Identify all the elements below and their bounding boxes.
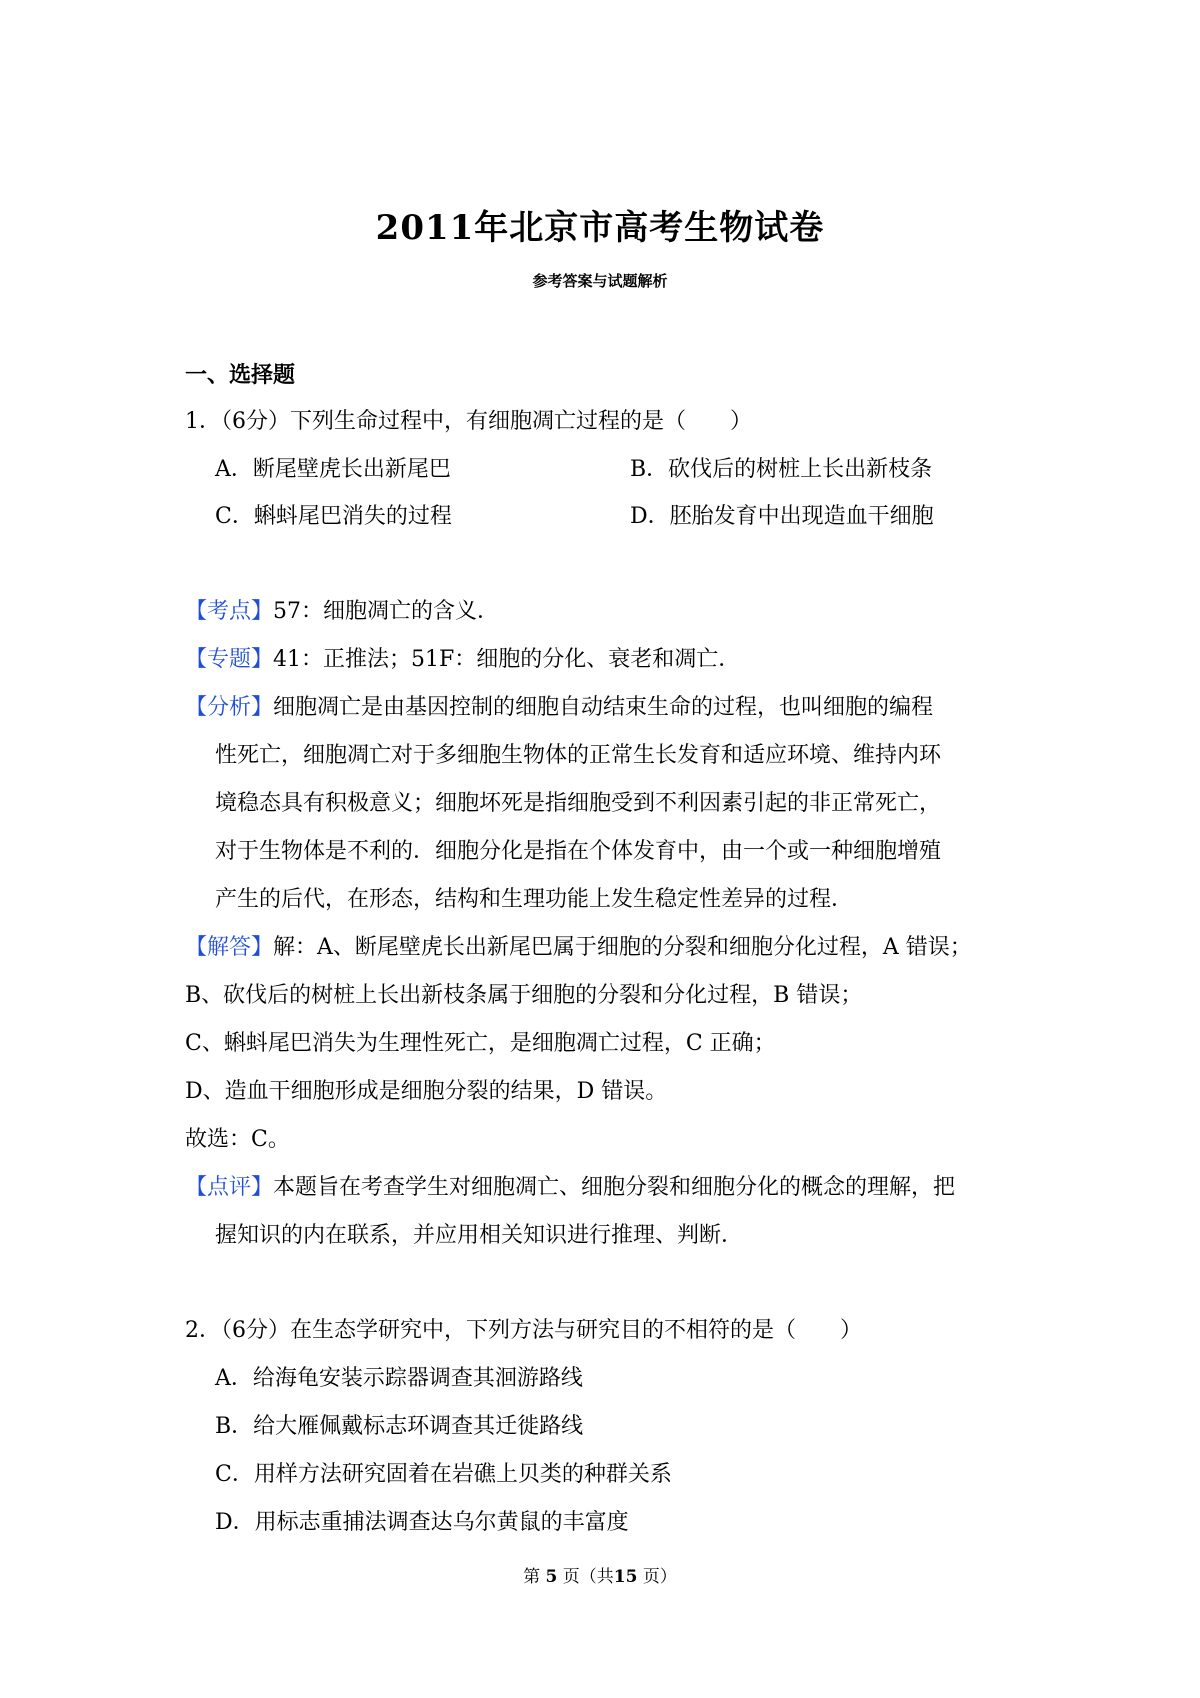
dianping-tag: 【点评】 — [185, 1175, 274, 1200]
q1-jieda — [185, 933, 972, 963]
fenxi-line: 对于生物体是不利的．细胞分化是指在个体发育中，由一个或一种细胞增殖 — [215, 839, 942, 864]
fenxi-line: 境稳态具有积极意义；细胞坏死是指细胞受到不利因素引起的非正常死亡， — [215, 791, 942, 816]
jieda-tag: 【解答】 — [185, 935, 274, 960]
q1-stem: 1．（6分）下列生命过程中，有细胞凋亡过程的是（ ） — [185, 409, 752, 434]
jieda-line: C、蝌蚪尾巴消失为生理性死亡，是细胞凋亡过程，C 正确； — [185, 1031, 776, 1056]
q2-option-c: C．用样方法研究固着在岩礁上贝类的种群关系 — [215, 1462, 672, 1487]
q2-option-d: D．用标志重捕法调查达乌尔黄鼠的丰富度 — [215, 1510, 629, 1535]
dianping-line: 本题旨在考查学生对细胞凋亡、细胞分裂和细胞分化的概念的理解，把 — [273, 1175, 956, 1200]
q1-option-c: C．蝌蚪尾巴消失的过程 — [215, 504, 452, 529]
jieda-line: D、造血干细胞形成是细胞分裂的结果，D 错误。 — [185, 1079, 668, 1104]
q1-dianping — [185, 1173, 955, 1203]
kaodian-text: 57：细胞凋亡的含义． — [273, 599, 500, 624]
page-title: 2011年北京市高考生物试卷 — [375, 208, 825, 248]
answer-choice: 故选：C。 — [185, 1127, 290, 1152]
zhuanti-tag: 【专题】 — [185, 647, 274, 672]
q2-option-b: B．给大雁佩戴标志环调查其迁徙路线 — [215, 1414, 584, 1439]
kaodian-tag: 【考点】 — [185, 599, 274, 624]
footer-suffix: 页） — [642, 1567, 677, 1587]
q2-option-a: A．给海龟安装示踪器调查其洄游路线 — [215, 1366, 583, 1391]
current-page-number: 5 — [545, 1567, 558, 1587]
page-footer — [0, 1562, 1200, 1587]
q1-zhuanti — [185, 645, 740, 675]
page-subtitle: 参考答案与试题解析 — [532, 272, 668, 290]
q1-fenxi — [185, 693, 933, 723]
q1-kaodian — [185, 597, 499, 627]
fenxi-line: 产生的后代，在形态，结构和生理功能上发生稳定性差异的过程． — [215, 887, 854, 912]
dianping-line: 握知识的内在联系，并应用相关知识进行推理、判断． — [215, 1223, 744, 1248]
jieda-line: 解：A、断尾壁虎长出新尾巴属于细胞的分裂和细胞分化过程，A 错误； — [273, 935, 972, 960]
q2-stem: 2．（6分）在生态学研究中，下列方法与研究目的不相符的是（ ） — [185, 1318, 862, 1343]
fenxi-line: 性死亡，细胞凋亡对于多细胞生物体的正常生长发育和适应环境、维持内环 — [215, 743, 942, 768]
q1-option-b: B．砍伐后的树桩上长出新枝条 — [630, 457, 933, 482]
q1-option-d: D．胚胎发育中出现造血干细胞 — [630, 504, 934, 529]
footer-prefix: 第 — [523, 1567, 541, 1587]
jieda-line: B、砍伐后的树桩上长出新枝条属于细胞的分裂和分化过程，B 错误； — [185, 983, 863, 1008]
fenxi-line: 细胞凋亡是由基因控制的细胞自动结束生命的过程，也叫细胞的编程 — [273, 695, 934, 720]
footer-middle: 页（共 — [562, 1567, 614, 1587]
section-heading: 一、选择题 — [185, 362, 296, 388]
fenxi-tag: 【分析】 — [185, 695, 274, 720]
zhuanti-text: 41：正推法；51F：细胞的分化、衰老和凋亡． — [273, 647, 741, 672]
q1-option-a: A．断尾壁虎长出新尾巴 — [215, 457, 451, 482]
total-pages-number: 15 — [613, 1567, 638, 1587]
